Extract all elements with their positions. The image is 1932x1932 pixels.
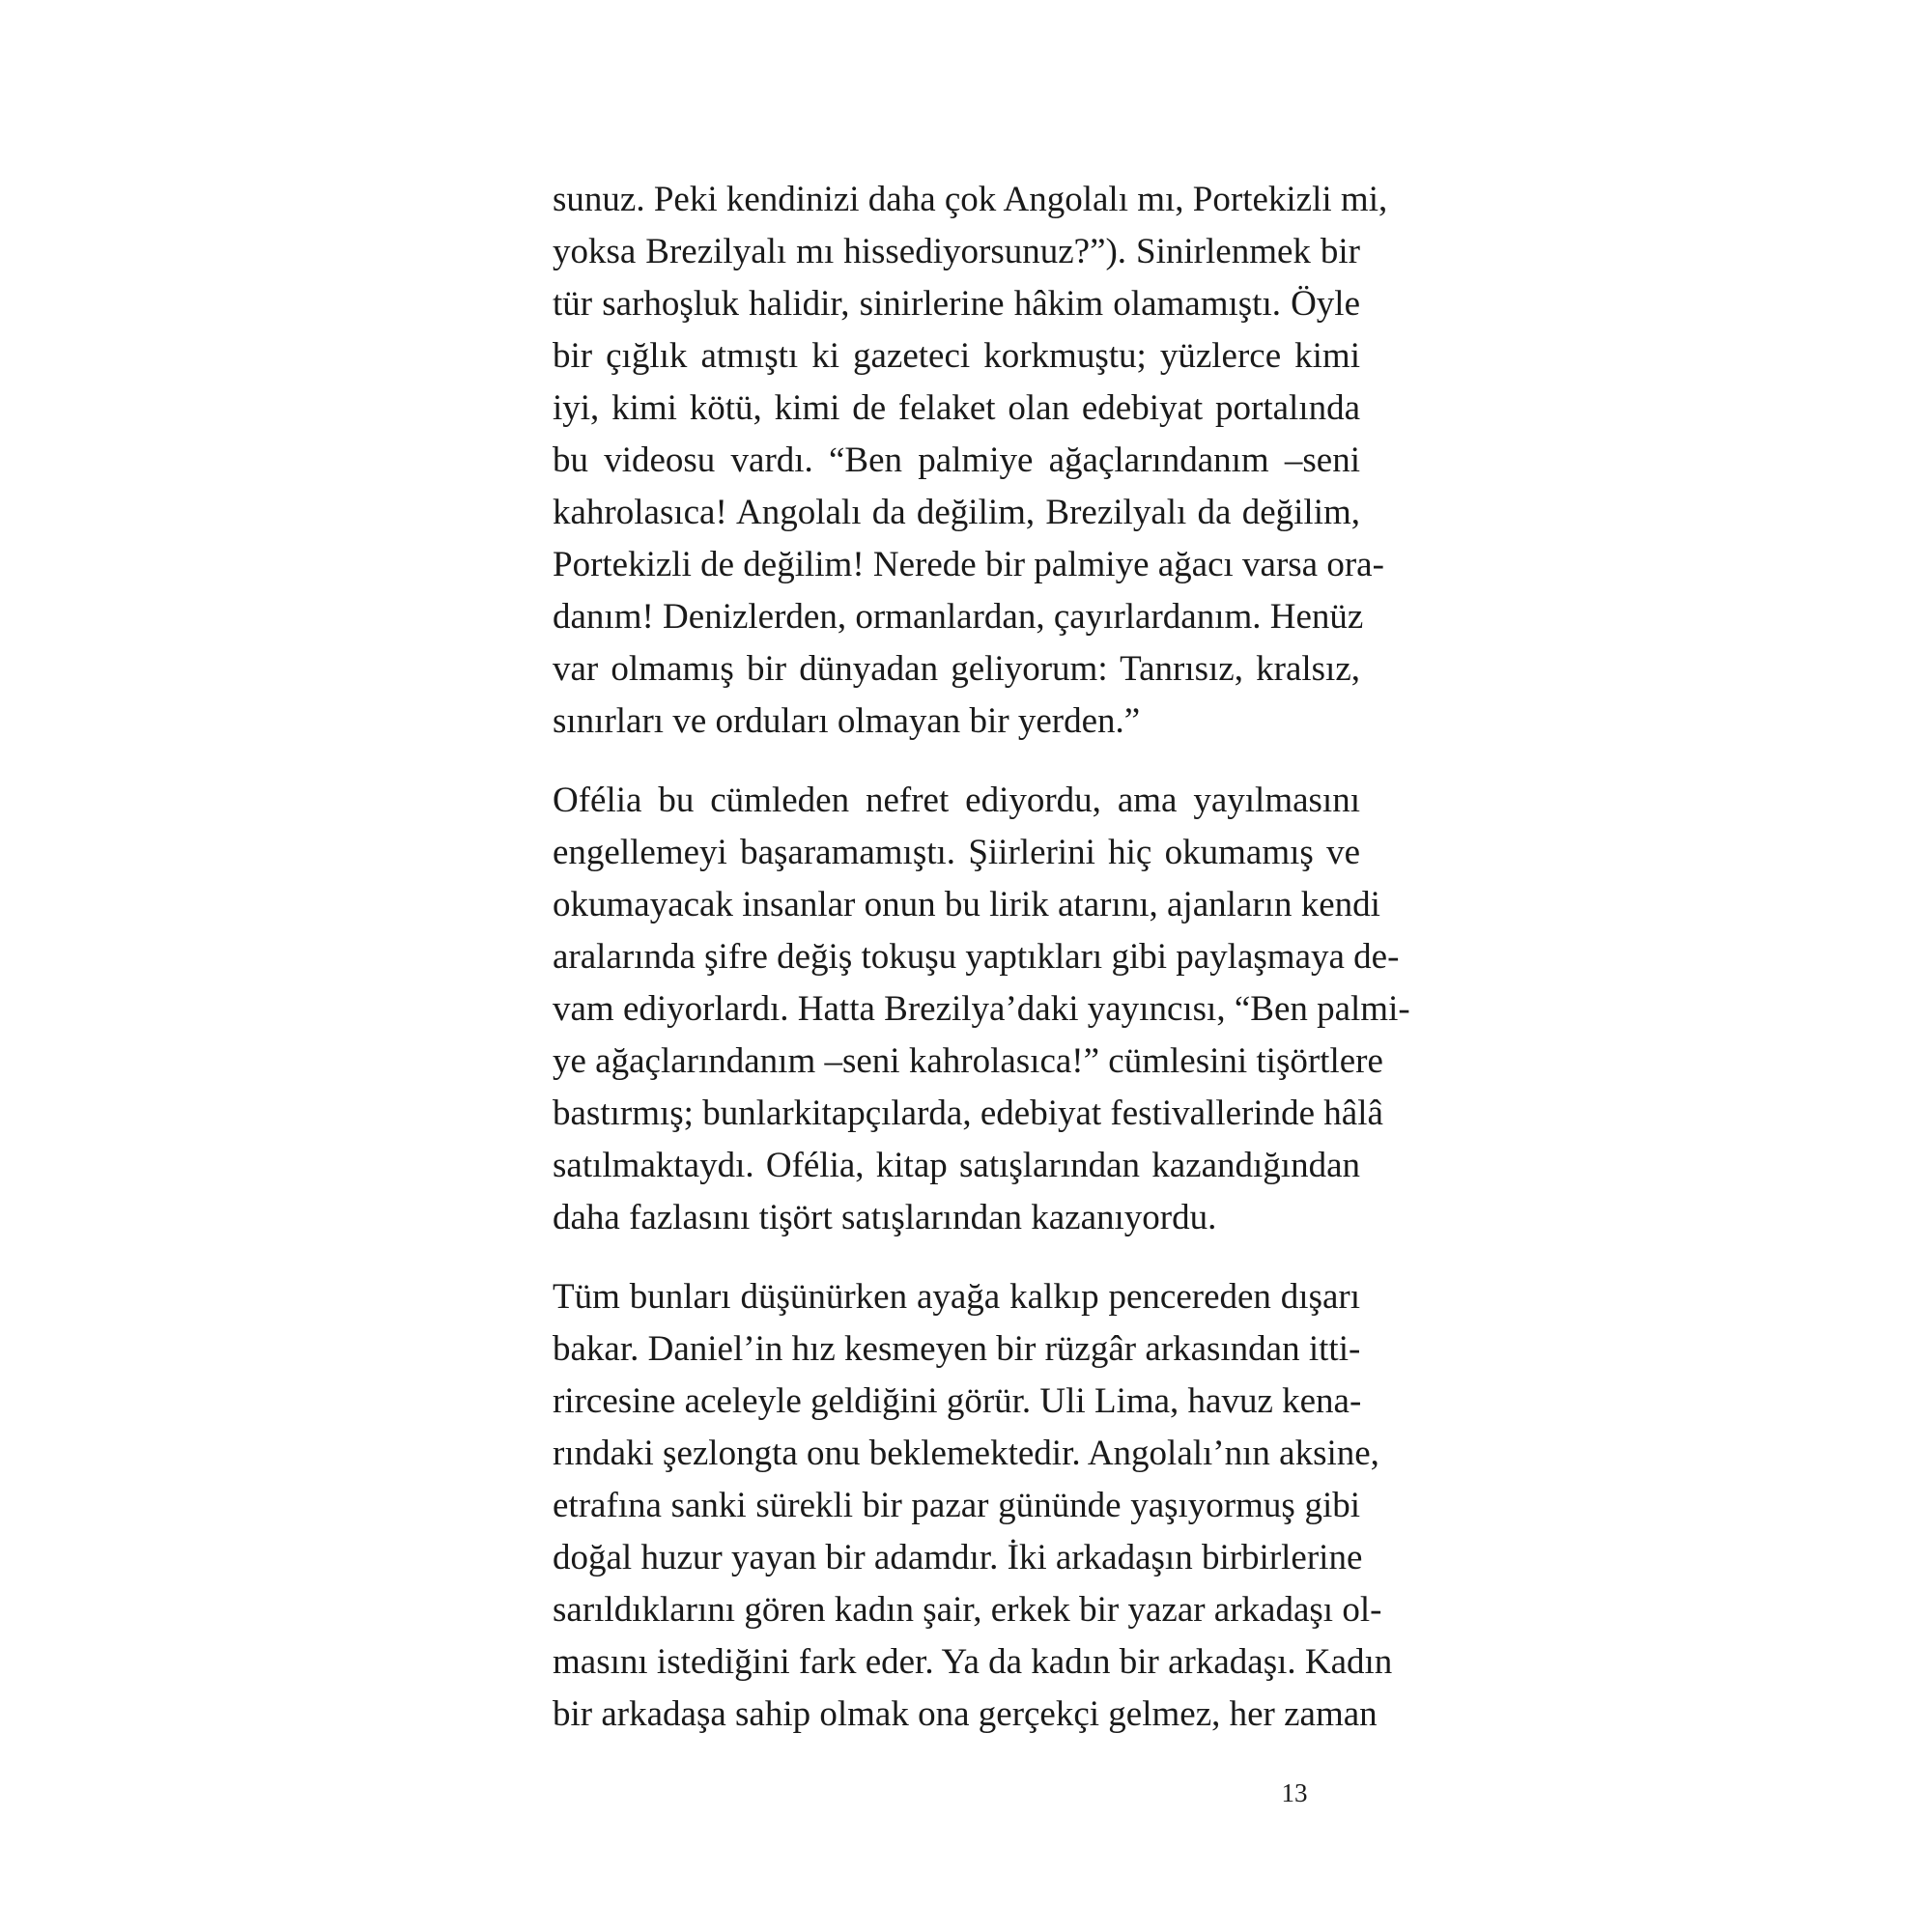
text-line: Ofélia bu cümleden nefret ediyordu, ama yayılmasını [553,781,1360,820]
text-line: aralarında şifre değiş tokuşu yaptıkları gibi paylaşmaya de- [553,937,1400,977]
text-line: iyi, kimi kötü, kimi de felaket olan edebiyat portalında [553,388,1360,428]
text-line: okumayacak insanlar onun bu lirik atarını, ajanların kendi [553,885,1380,924]
text-line: vam ediyorlardı. Hatta Brezilya’daki yayıncısı, “Ben palmi- [553,989,1410,1029]
paragraph-3 [553,1271,1393,1741]
text-line: kahrolasıca! Angolalı da değilim, Brezilyalı da değilim, [553,493,1360,532]
text-line: sınırları ve orduları olmayan bir yerden.” [553,701,1141,741]
text-line: Tüm bunları düşünürken ayağa kalkıp pencereden dışarı [553,1277,1360,1317]
text-line: etrafına sanki sürekli bir pazar gününde yaşıyormuş gibi [553,1486,1360,1525]
text-line: rındaki şezlongta onu beklemektedir. Angolalı’nın aksine, [553,1434,1379,1473]
text-line: masını istediğini fark eder. Ya da kadın bir arkadaşı. Kadın [553,1642,1393,1682]
body-text [553,174,1410,1768]
text-line: ye ağaçlarındanım –seni kahrolasıca!” cümlesini tişörtlere [553,1041,1383,1081]
text-line: doğal huzur yayan bir adamdır. İki arkadaşın birbirlerine [553,1538,1363,1577]
text-line: danım! Denizlerden, ormanlardan, çayırlardanım. Henüz [553,597,1364,637]
text-line: bir çığlık atmıştı ki gazeteci korkmuştu; yüzlerce kimi [553,336,1360,376]
text-line: engellemeyi başaramamıştı. Şiirlerini hiç okumamış ve [553,833,1360,872]
paragraph-2 [553,775,1410,1244]
text-line: daha fazlasını tişört satışlarından kazanıyordu. [553,1198,1217,1237]
text-line: yoksa Brezilyalı mı hissediyorsunuz?”). Sinirlenmek bir [553,232,1360,271]
text-line: Portekizli de değilim! Nerede bir palmiye ağacı varsa ora- [553,545,1384,584]
paragraph-1 [553,174,1388,748]
text-line: satılmaktaydı. Ofélia, kitap satışlarından kazandığından [553,1146,1360,1185]
text-line: bir arkadaşa sahip olmak ona gerçekçi gelmez, her zaman [553,1694,1378,1734]
text-line: sunuz. Peki kendinizi daha çok Angolalı mı, Portekizli mi, [553,180,1388,219]
text-line: tür sarhoşluk halidir, sinirlerine hâkim olamamıştı. Öyle [553,284,1360,324]
text-line: bastırmış; bunlarkitapçılarda, edebiyat festivallerinde hâlâ [553,1094,1383,1133]
text-line: bakar. Daniel’in hız kesmeyen bir rüzgâr arkasından itti- [553,1329,1361,1369]
text-line: sarıldıklarını gören kadın şair, erkek bir yazar arkadaşı ol- [553,1590,1382,1630]
text-line: bu videosu vardı. “Ben palmiye ağaçlarındanım –seni [553,440,1360,480]
text-line: rircesine aceleyle geldiğini görür. Uli Lima, havuz kena- [553,1381,1362,1421]
page-number: 13 [1281,1778,1308,1807]
text-line: var olmamış bir dünyadan geliyorum: Tanrısız, kralsız, [553,649,1360,689]
